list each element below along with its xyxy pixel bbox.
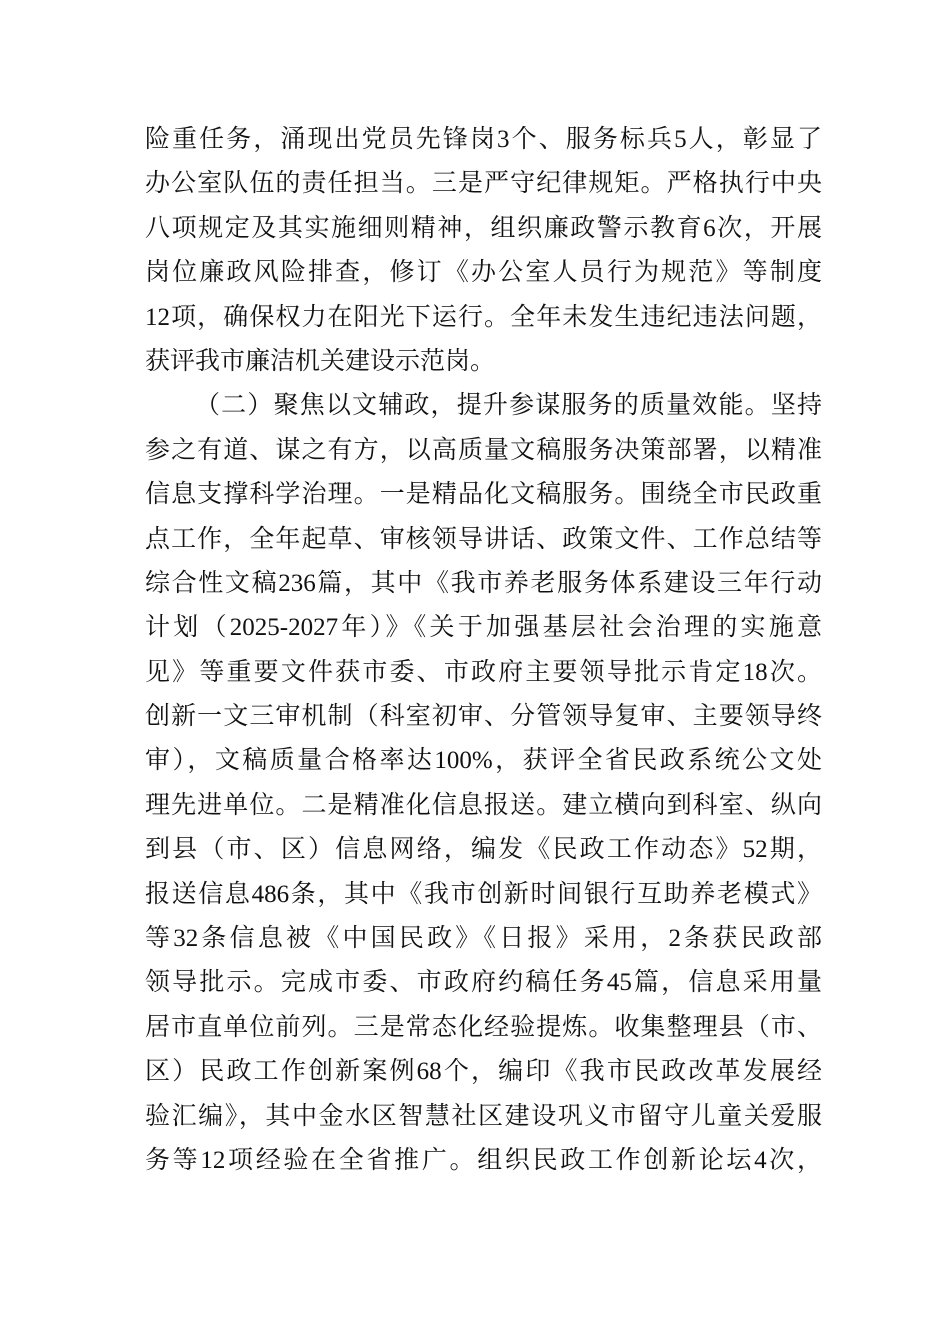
text-line: 参之有道、谋之有方，以高质量文稿服务决策部署，以精准	[145, 436, 822, 464]
text-line: 12项，确保权力在阳光下运行。全年未发生违纪违法问题，	[145, 303, 822, 331]
text-line: 岗位廉政风险排查，修订《办公室人员行为规范》等制度	[145, 259, 822, 287]
text-line: 审），文稿质量合格率达100%，获评全省民政系统公文处	[145, 747, 822, 775]
section-heading-line: （二）聚焦以文辅政，提升参谋服务的质量效能。坚持	[195, 392, 822, 420]
text-line: 信息支撑科学治理。一是精品化文稿服务。围绕全市民政重	[145, 481, 822, 509]
text-line: 见》等重要文件获市委、市政府主要领导批示肯定18次。	[145, 658, 822, 686]
text-line: 等32条信息被《中国民政》《日报》采用，2条获民政部	[145, 925, 822, 953]
text-line: 八项规定及其实施细则精神，组织廉政警示教育6次，开展	[145, 214, 822, 242]
text-line: 验汇编》，其中金水区智慧社区建设巩义市留守儿童关爱服	[145, 1102, 822, 1130]
text-line: 综合性文稿236篇，其中《我市养老服务体系建设三年行动	[145, 569, 822, 597]
text-line: 险重任务，涌现出党员先锋岗3个、服务标兵5人，彰显了	[145, 126, 822, 153]
text-line: 领导批示。完成市委、市政府约稿任务45篇，信息采用量	[145, 969, 822, 997]
text-line: 到县（市、区）信息网络，编发《民政工作动态》52期，	[145, 836, 822, 864]
paragraph-1	[145, 118, 822, 384]
text-line: 区）民政工作创新案例68个，编印《我市民政改革发展经	[145, 1058, 822, 1086]
text-line: 点工作，全年起草、审核领导讲话、政策文件、工作总结等	[145, 525, 822, 553]
text-line: 务等12项经验在全省推广。组织民政工作创新论坛4次，	[145, 1146, 822, 1174]
text-line: 获评我市廉洁机关建设示范岗。	[145, 347, 496, 375]
text-line: 创新一文三审机制（科室初审、分管领导复审、主要领导终	[145, 703, 822, 731]
text-line: 理先进单位。二是精准化信息报送。建立横向到科室、纵向	[145, 791, 822, 819]
document-page	[145, 118, 822, 1183]
paragraph-2	[145, 384, 822, 1183]
text-line: 居市直单位前列。三是常态化经验提炼。收集整理县（市、	[145, 1013, 822, 1041]
text-line: 计划（2025-2027年）》《关于加强基层社会治理的实施意	[145, 614, 822, 642]
text-line: 报送信息486条，其中《我市创新时间银行互助养老模式》	[145, 880, 822, 908]
text-line: 办公室队伍的责任担当。三是严守纪律规矩。严格执行中央	[145, 170, 822, 198]
